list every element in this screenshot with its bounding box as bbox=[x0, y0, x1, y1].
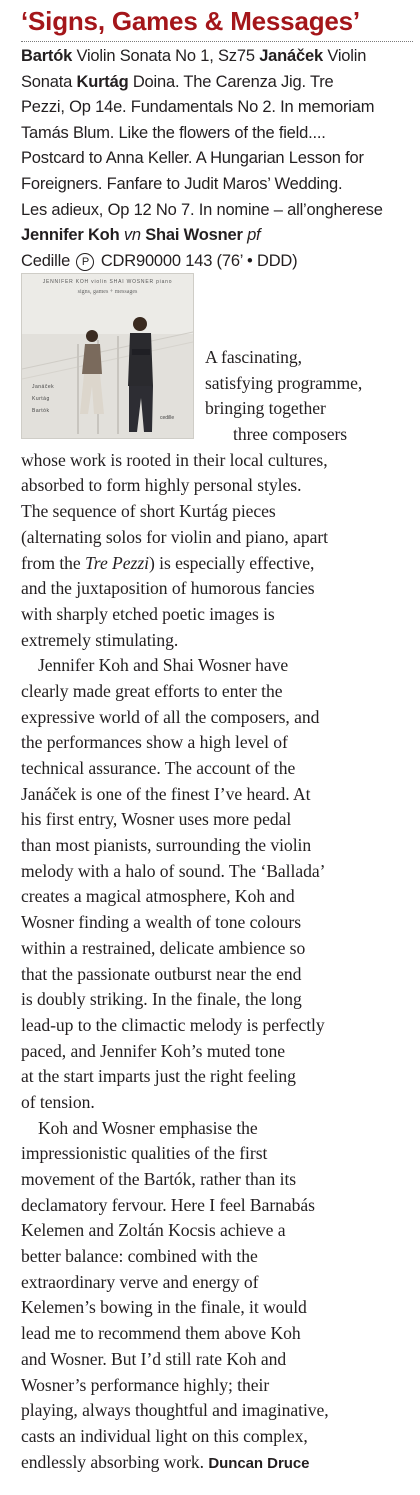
details-line: Postcard to Anna Keller. A Hungarian Lesson for bbox=[21, 149, 364, 168]
details-line: Les adieux, Op 12 No 7. In nomine – all’ongherese bbox=[21, 200, 383, 219]
body-line: at the start imparts just the right feeling bbox=[21, 1066, 296, 1087]
body-line: creates a magical atmosphere, Koh and bbox=[21, 886, 295, 907]
body-line: Janáček is one of the finest I’ve heard. At bbox=[21, 783, 311, 804]
details-line: Tamás Blum. Like the flowers of the field.... bbox=[21, 123, 326, 142]
body-line: extremely stimulating. bbox=[21, 629, 179, 650]
body-line: declamatory fervour. Here I feel Barnabás bbox=[21, 1194, 315, 1215]
cover-label: cedille bbox=[160, 415, 175, 421]
body-line: bringing together bbox=[205, 398, 326, 419]
body-line: expressive world of all the composers, and bbox=[21, 706, 320, 727]
body-fragment: endlessly absorbing work. bbox=[21, 1451, 204, 1472]
cover-composer: Bartók bbox=[32, 408, 50, 414]
catalogue-number: CDR90000 143 (76’ • DDD) bbox=[96, 251, 298, 270]
details-line: Pezzi, Op 14e. Fundamentals No 2. In memoriam bbox=[21, 98, 375, 117]
body-line: Wosner finding a wealth of tone colours bbox=[21, 912, 302, 933]
body-line: Koh and Wosner emphasise the bbox=[38, 1117, 258, 1138]
work-text: Violin Sonata No 1, Sz75 bbox=[72, 47, 260, 65]
body-line: with sharply etched poetic images is bbox=[21, 603, 275, 624]
body-line: impressionistic qualities of the first bbox=[21, 1143, 268, 1164]
body-line: and Wosner. But I’d still rate Koh and bbox=[21, 1348, 287, 1369]
performers-line bbox=[21, 223, 420, 249]
body-line: his first entry, Wosner uses more pedal bbox=[21, 809, 292, 830]
work-text: Violin bbox=[322, 47, 367, 65]
body-line: (alternating solos for violin and piano, apart bbox=[21, 526, 328, 547]
composer-janacek: Janáček bbox=[259, 47, 323, 65]
review-body bbox=[21, 345, 416, 1475]
body-line: that the passionate outburst near the end bbox=[21, 963, 302, 984]
catalogue-line bbox=[21, 249, 420, 275]
body-line: better balance: combined with the bbox=[21, 1246, 258, 1267]
body-line: within a restrained, delicate ambience so bbox=[21, 937, 306, 958]
details-line bbox=[21, 44, 420, 70]
performer-koh: Jennifer Koh bbox=[21, 226, 120, 245]
body-line: extraordinary verve and energy of bbox=[21, 1271, 259, 1292]
details-line bbox=[21, 70, 420, 96]
body-line: satisfying programme, bbox=[205, 372, 363, 393]
work-text: Sonata bbox=[21, 72, 77, 91]
cover-composer: Kurtág bbox=[32, 396, 50, 402]
body-line: absorbed to form highly personal styles. bbox=[21, 475, 302, 496]
details-line: Foreigners. Fanfare to Judit Maros’ Wedding. bbox=[21, 174, 343, 193]
record-label: Cedille bbox=[21, 251, 71, 270]
instrument-abbr: vn bbox=[119, 226, 146, 245]
body-line: clearly made great efforts to enter the bbox=[21, 680, 283, 701]
body-line: lead-up to the climactic melody is perfectly bbox=[21, 1014, 325, 1035]
work-title-italic: Tre Pezzi bbox=[85, 552, 149, 573]
work-text: Doina. The Carenza Jig. Tre bbox=[128, 72, 334, 91]
cover-header: JENNIFER KOH violin SHAI WOSNER piano bbox=[42, 279, 173, 285]
composer-kurtag: Kurtág bbox=[76, 72, 129, 91]
body-line: casts an individual light on this complex, bbox=[21, 1425, 308, 1446]
phonogram-icon: P bbox=[76, 253, 94, 271]
body-line: playing, always thoughtful and imaginative, bbox=[21, 1400, 329, 1421]
body-line bbox=[21, 1450, 416, 1476]
body-line: of tension. bbox=[21, 1091, 95, 1112]
body-line: Jennifer Koh and Shai Wosner have bbox=[38, 655, 289, 676]
body-line: is doubly striking. In the finale, the long bbox=[21, 989, 302, 1010]
cover-composer: Janáček bbox=[32, 384, 55, 390]
body-line: three composers bbox=[233, 424, 348, 445]
performer-wosner: Shai Wosner bbox=[145, 226, 243, 245]
body-line: than most pianists, surrounding the violin bbox=[21, 835, 312, 856]
body-line: technical assurance. The account of the bbox=[21, 758, 296, 778]
body-line: The sequence of short Kurtág pieces bbox=[21, 501, 276, 522]
body-line: and the juxtaposition of humorous fancies bbox=[21, 578, 315, 599]
body-line: A fascinating, bbox=[205, 347, 303, 367]
body-fragment: is especially effective, bbox=[159, 552, 315, 573]
instrument-abbr: pf bbox=[242, 226, 261, 245]
body-fragment: ) bbox=[148, 552, 155, 573]
review-title: ‘Signs, Games & Messages’ bbox=[21, 4, 413, 42]
body-line: lead me to recommend them above Koh bbox=[21, 1323, 301, 1344]
reviewer-signature: Duncan Druce bbox=[208, 1454, 310, 1472]
body-line: Kelemen and Zoltán Kocsis achieve a bbox=[21, 1220, 286, 1241]
composer-bartok: Bartók bbox=[21, 47, 73, 65]
recording-details bbox=[21, 44, 420, 274]
body-line: melody with a halo of sound. The ‘Ballada’ bbox=[21, 860, 326, 881]
cover-subtitle: signs, games + messages bbox=[77, 289, 138, 295]
body-line: Kelemen’s bowing in the finale, it would bbox=[21, 1297, 307, 1318]
body-fragment: from the bbox=[21, 552, 86, 573]
body-line: paced, and Jennifer Koh’s muted tone bbox=[21, 1040, 285, 1061]
body-line bbox=[21, 551, 416, 577]
body-line: Wosner’s performance highly; their bbox=[21, 1374, 270, 1395]
body-line: whose work is rooted in their local cultures, bbox=[21, 449, 328, 470]
body-line: the performances show a high level of bbox=[21, 732, 288, 753]
body-line: movement of the Bartók, rather than its bbox=[21, 1169, 297, 1189]
